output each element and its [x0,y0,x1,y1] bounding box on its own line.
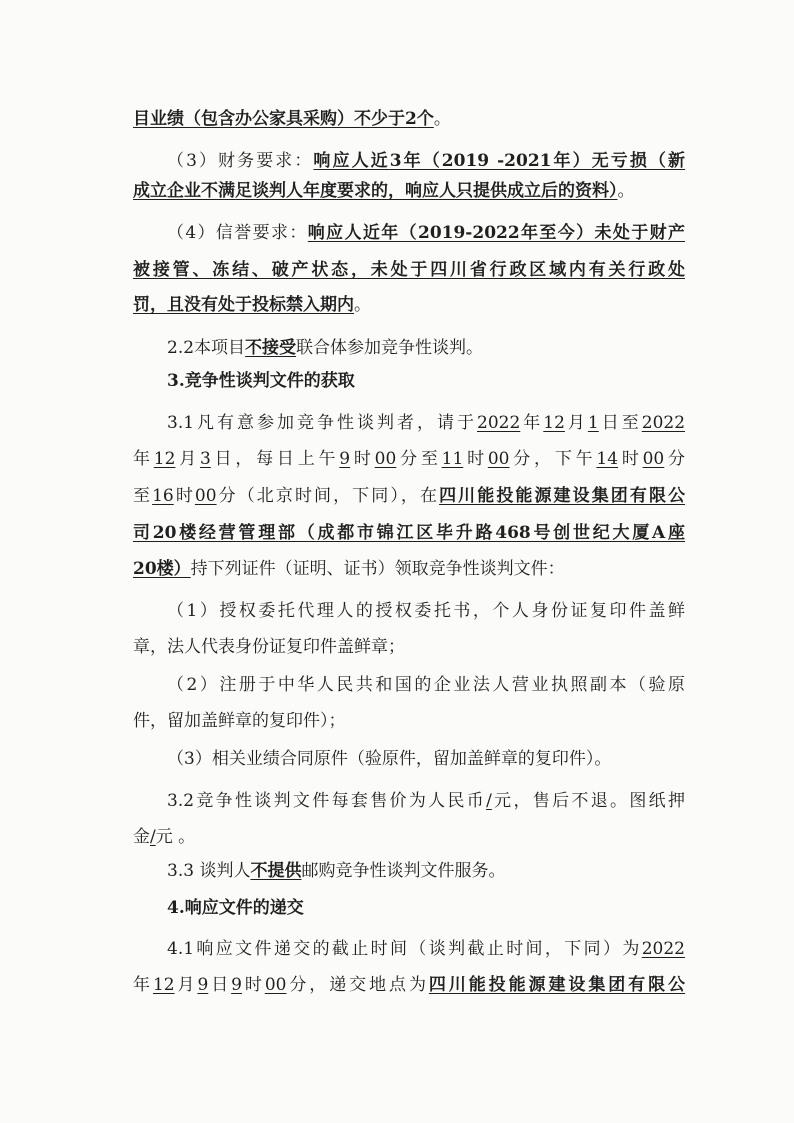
text-segment: 。 [354,295,371,315]
text-segment: 4.1响应文件递交的截止时间（谈判截止时间，下同）为 [167,939,642,959]
underlined-text: 3 [199,449,211,469]
underlined-text: 00 [194,486,217,506]
text-segment: （2）注册于中华人民共和国的企业法人营业执照副本（验原 [167,675,685,695]
underlined-text: 9 [231,975,242,995]
underlined-text: 1 [587,413,599,433]
text-line [167,938,685,960]
text-segment: 分 [664,449,686,469]
text-segment: 年 [133,975,153,995]
text-line [167,860,685,882]
text-line [133,522,685,544]
text-segment: （3）相关业绩合同原件（验原件，留加盖鲜章的复印件）。 [167,749,612,769]
underlined-text: 9 [339,449,351,469]
text-segment: （4）信誉要求： [167,223,308,243]
text-segment: 元，售后不退。图纸押 [491,791,685,811]
underlined-text: 00 [374,449,397,469]
text-segment: 金 [133,827,150,847]
text-line [167,748,685,770]
text-line [133,259,685,281]
text-segment: 时 [350,449,375,469]
text-line [167,790,685,812]
underlined-text: 14 [596,449,619,469]
text-line [133,448,685,470]
underlined-text: 个 [416,109,434,129]
underlined-text: 12 [152,975,175,995]
text-segment: 分，递交地点为 [286,975,429,995]
text-segment: 年 [520,413,544,433]
text-segment: 日，每日上午 [210,449,340,469]
text-segment: 邮购竞争性谈判文件服务。 [301,861,506,881]
underlined-text: 2022 [641,413,686,433]
text-line [133,974,685,996]
text-line [167,337,685,359]
underlined-text: 3 [389,151,402,171]
text-line [167,897,685,919]
underlined-text: 不接受 [245,338,297,358]
underlined-text: 00 [264,975,287,995]
underlined-text: 罚，且没有处于投标禁入期内 [133,295,354,315]
text-segment: 。 [433,109,451,129]
text-line [133,485,685,507]
underlined-text: 成立企业不满足谈判人年度要求的，响应人只提供成立后的资料） [133,181,618,201]
text-segment: （1）授权委托代理人的授权委托书，个人身份证复印件盖鲜 [167,601,685,621]
underlined-text: / [150,827,156,847]
text-segment: 3.1凡有意参加竞争性谈判者，请于 [167,413,478,433]
text-segment: 月 [174,975,198,995]
text-segment: 章，法人代表身份证复印件盖鲜章； [133,637,405,657]
underlined-text: 司20楼经营管理部（成都市锦江区毕升路468号创世纪大厦A座 [133,523,685,543]
text-line [167,222,685,244]
text-line [133,636,685,658]
text-line [167,150,685,172]
text-line [133,710,685,732]
text-segment: 持下列证件（证明、证书）领取竞争性谈判文件： [190,559,565,579]
underlined-text: 00 [487,449,510,469]
text-segment: 3.3 谈判人 [167,861,251,881]
text-segment: 2.2本项目 [167,338,246,358]
text-line [167,370,685,392]
text-line [167,412,685,434]
text-segment: 月 [564,413,588,433]
underlined-text: 12 [153,449,176,469]
text-segment: 分，下午 [509,449,597,469]
text-segment: 至 [133,486,153,506]
text-line [167,674,685,696]
text-segment: 3.2竞争性谈判文件每套售价为人民币 [167,791,487,811]
text-line [133,294,685,316]
text-line [133,108,685,130]
text-segment: 分至 [396,449,442,469]
text-segment: 月 [175,449,200,469]
text-segment: 件，留加盖鲜章的复印件）； [133,711,346,731]
text-segment: 3.竞争性谈判文件的获取 [167,371,355,391]
text-segment: 分（北京时间，下同），在 [216,486,440,506]
text-segment: 时 [463,449,488,469]
underlined-text: 2 [405,109,417,129]
text-line [133,558,685,580]
underlined-text: 16 [152,486,174,506]
underlined-text: 四川能投能源建设集团有限公 [428,975,686,995]
text-line [167,600,685,622]
text-segment: 。 [617,181,635,201]
underlined-text: 20楼） [133,559,191,579]
text-segment: 时 [241,975,265,995]
underlined-text: / [486,791,492,811]
underlined-text: 2022 [477,413,521,433]
text-segment: 日至 [598,413,642,433]
text-segment: 4.响应文件的递交 [167,898,304,918]
text-segment: （3）财务要求： [167,151,314,171]
underlined-text: 年（2019 -2021年）无亏损（新 [401,151,686,171]
underlined-text: 00 [642,449,665,469]
text-line [133,826,685,848]
underlined-text: 四川能投能源建设集团有限公 [439,486,686,506]
text-segment: 时 [618,449,643,469]
underlined-text: 响应人近年（2019-2022年至今）未处于财产 [307,223,685,243]
underlined-text: 9 [197,975,209,995]
underlined-text: 2022 [641,939,685,959]
text-segment: 元 。 [155,827,196,847]
underlined-text: 目业绩（包含办公家具采购）不少于 [133,109,405,129]
underlined-text: 不提供 [250,861,302,881]
underlined-text: 12 [543,413,565,433]
underlined-text: 响应人近 [313,151,390,171]
text-segment: 时 [173,486,195,506]
text-line [133,180,685,202]
underlined-text: 被接管、冻结、破产状态，未处于四川省行政区域内有关行政处 [133,260,685,280]
text-segment: 日 [208,975,232,995]
underlined-text: 11 [441,449,464,469]
text-segment: 联合体参加竞争性谈判。 [296,338,484,358]
text-segment: 年 [133,449,154,469]
